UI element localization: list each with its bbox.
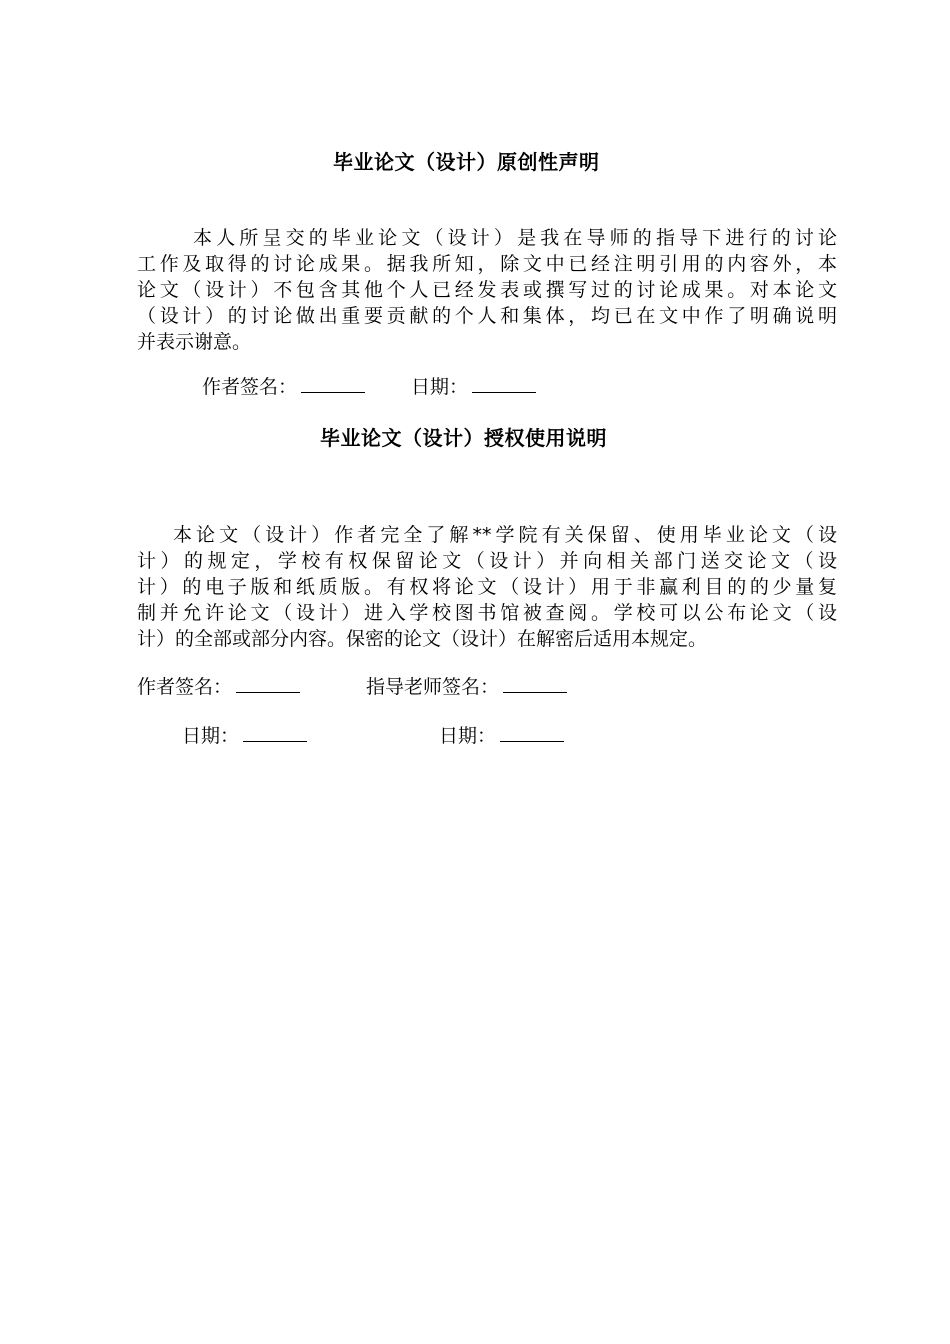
authorization-title: 毕业论文（设计）授权使用说明 xyxy=(320,426,607,450)
author-signature-label: 作者签名： xyxy=(137,676,233,698)
paragraph-line: 计）的电子版和纸质版。有权将论文（设计）用于非赢利目的的少量复 xyxy=(137,576,837,598)
author-date-field xyxy=(182,721,307,748)
author-signature-blank[interactable] xyxy=(301,373,365,393)
author-signature-field xyxy=(202,372,365,399)
advisor-date-blank[interactable] xyxy=(500,722,564,742)
paragraph-line: 工作及取得的讨论成果。据我所知，除文中已经注明引用的内容外，本 xyxy=(137,253,837,275)
advisor-date-field xyxy=(439,721,564,748)
advisor-signature-field xyxy=(366,672,567,699)
date-blank[interactable] xyxy=(472,373,536,393)
author-signature-label: 作者签名： xyxy=(202,376,298,398)
paragraph-line: 计）的全部或部分内容。保密的论文（设计）在解密后适用本规定。 xyxy=(137,628,708,650)
paragraph-line: 制并允许论文（设计）进入学校图书馆被查阅。学校可以公布论文（设 xyxy=(137,602,837,624)
authorization-paragraph xyxy=(137,522,837,652)
author-signature-blank[interactable] xyxy=(236,673,300,693)
author-signature-field xyxy=(137,672,300,699)
advisor-signature-blank[interactable] xyxy=(503,673,567,693)
paragraph-line: 论文（设计）不包含其他个人已经发表或撰写过的讨论成果。对本论文 xyxy=(137,279,837,301)
advisor-signature-label: 指导老师签名： xyxy=(366,676,500,698)
paragraph-line: 本人所呈交的毕业论文（设计）是我在导师的指导下进行的讨论 xyxy=(193,227,837,249)
author-date-blank[interactable] xyxy=(243,722,307,742)
advisor-date-label: 日期： xyxy=(439,725,497,747)
paragraph-line: 并表示谢意。 xyxy=(137,331,252,353)
date-field xyxy=(411,372,536,399)
originality-title: 毕业论文（设计）原创性声明 xyxy=(333,150,600,174)
date-label: 日期： xyxy=(411,376,469,398)
paragraph-line: 计）的规定，学校有权保留论文（设计）并向相关部门送交论文（设 xyxy=(137,550,837,572)
author-date-label: 日期： xyxy=(182,725,240,747)
paragraph-line: 本论文（设计）作者完全了解**学院有关保留、使用毕业论文（设 xyxy=(173,524,837,546)
paragraph-line: （设计）的讨论做出重要贡献的个人和集体，均已在文中作了明确说明 xyxy=(137,305,837,327)
originality-paragraph xyxy=(137,225,837,355)
